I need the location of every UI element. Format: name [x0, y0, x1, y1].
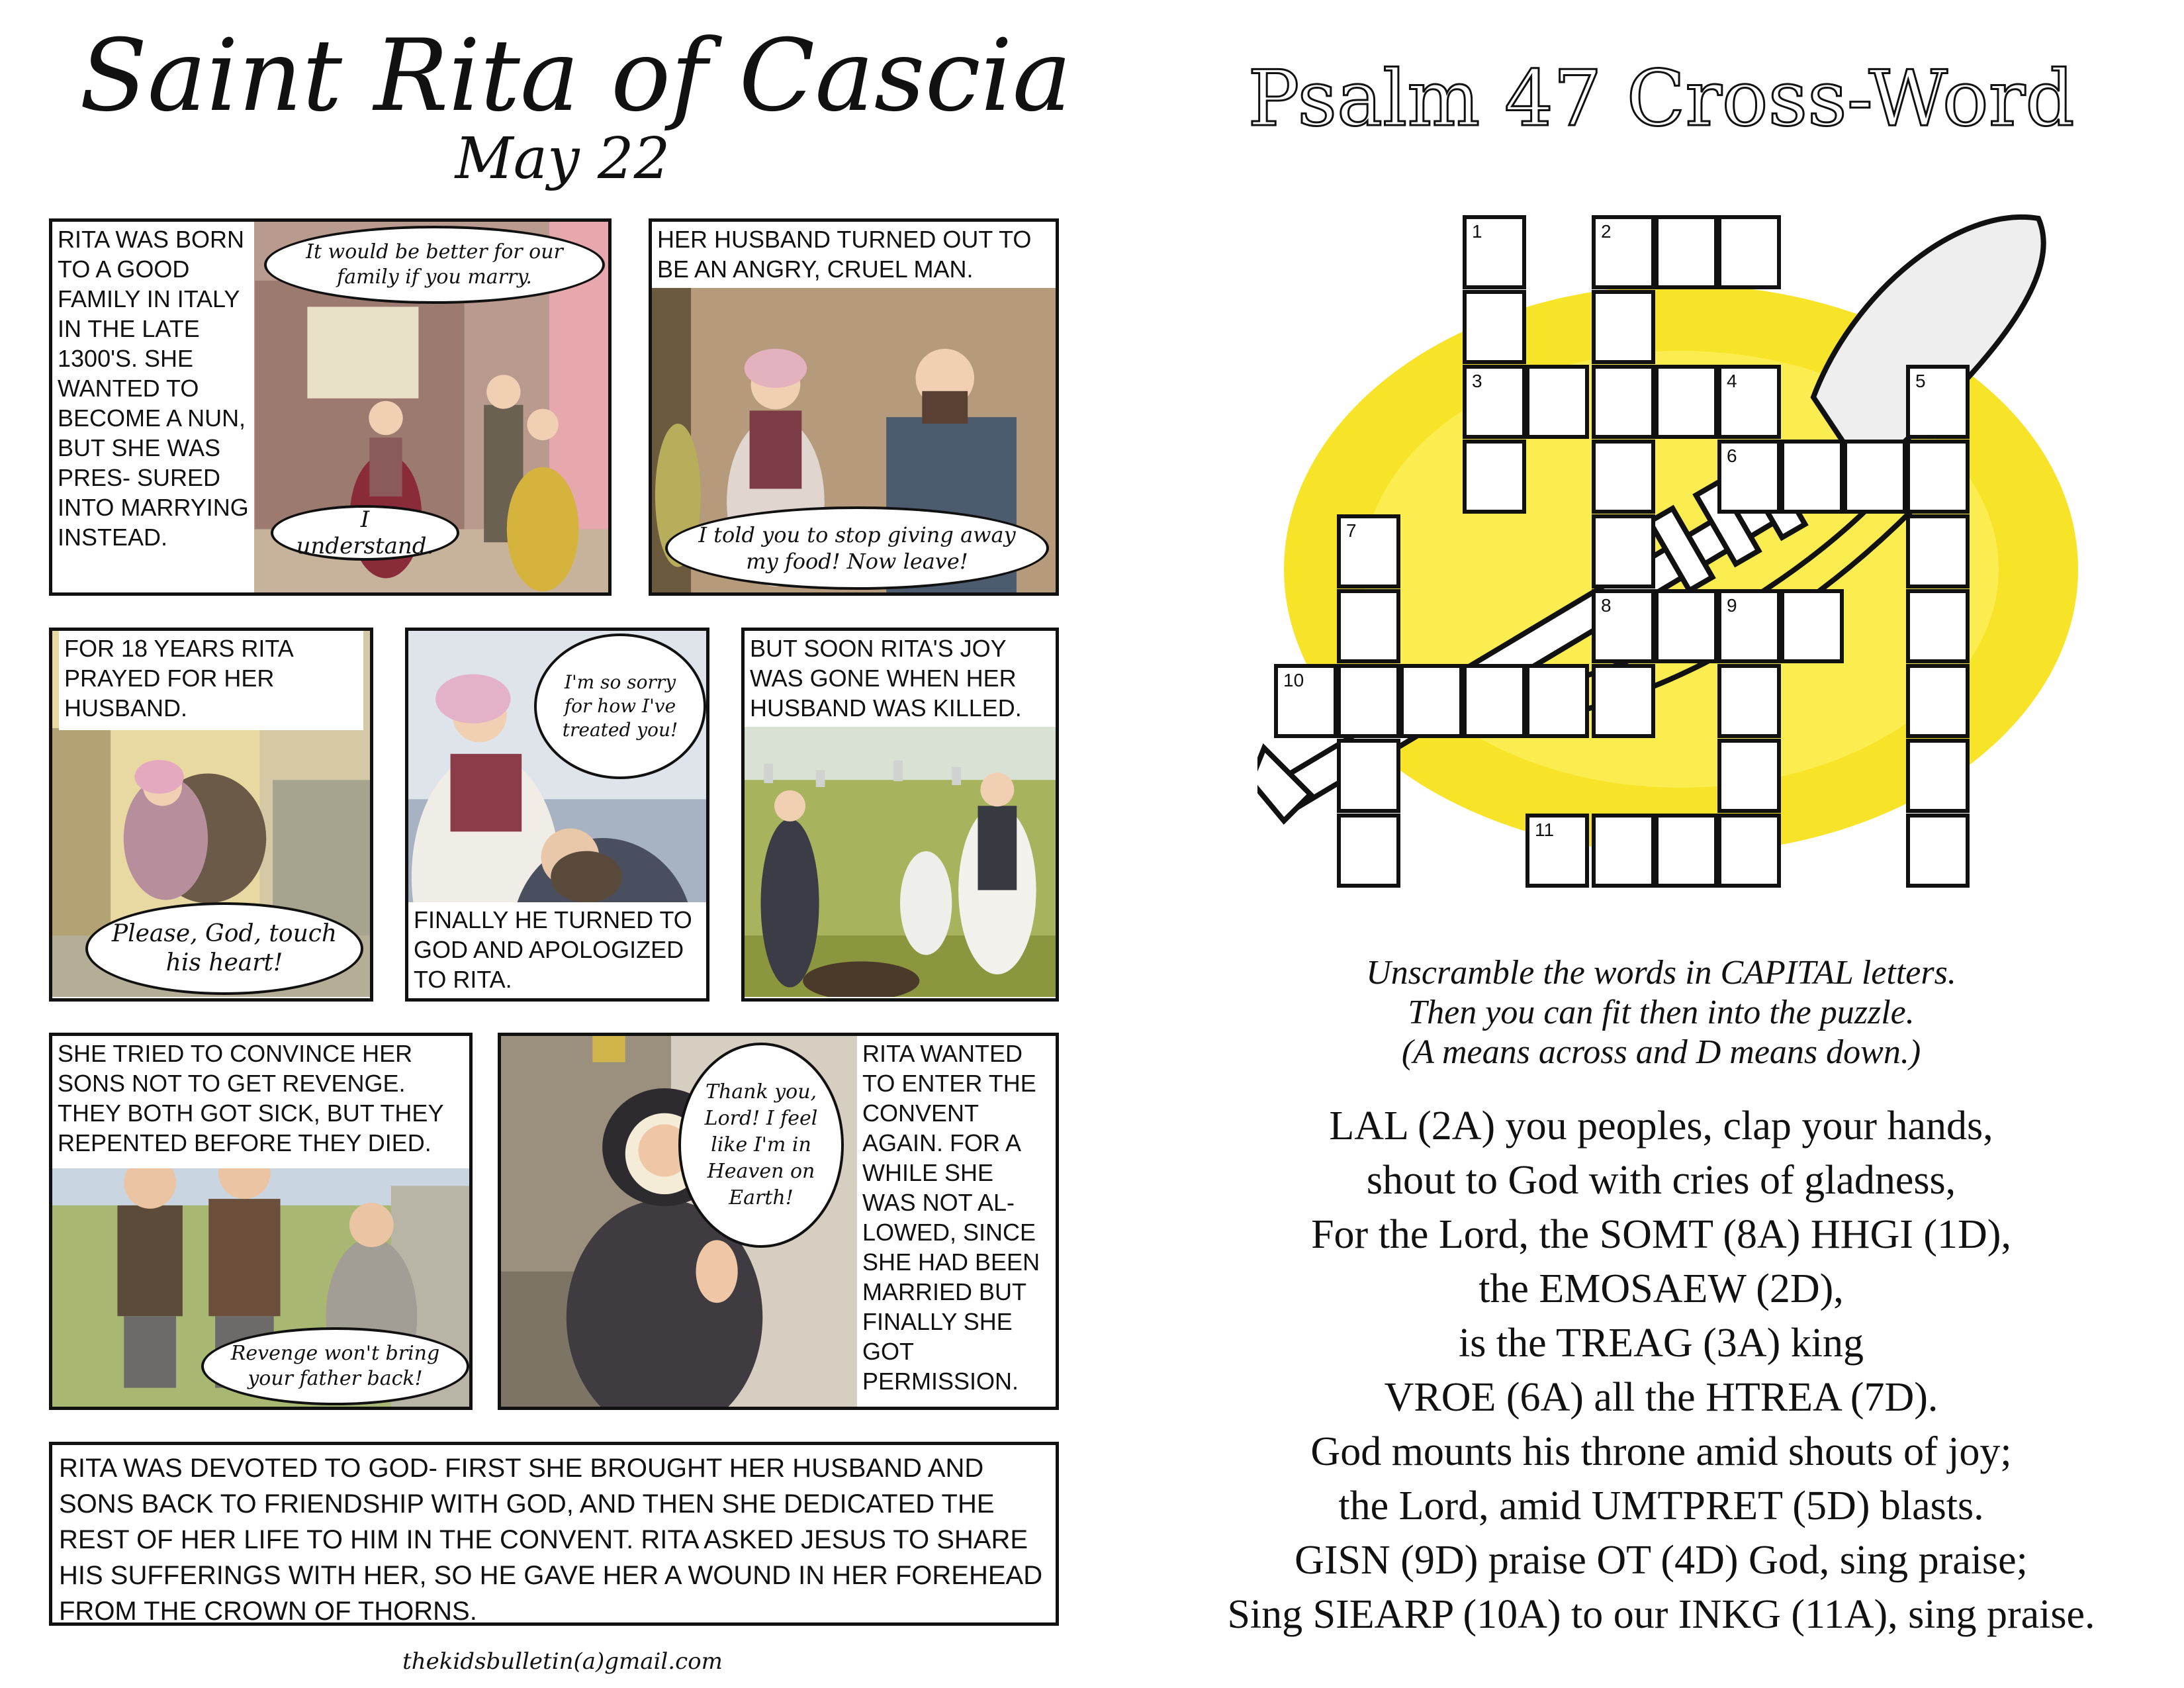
clue-number: 4: [1727, 371, 1737, 391]
psalm-line: God mounts his throne amid shouts of joy;: [1310, 1429, 2012, 1474]
panel-2-speech-bubble: I told you to stop giving away my food! Now leave!: [665, 506, 1049, 590]
panel-4-caption: FINALLY HE TURNED TO GOD AND APOLOGIZED TO RITA.: [408, 902, 706, 998]
comic-panel-7: [498, 1033, 1059, 1410]
comic-panel-1: [49, 218, 612, 596]
panel-3-thought-bubble: Please, God, touch his heart!: [85, 902, 363, 995]
feast-date: May 22: [455, 126, 670, 192]
crossword-instructions: [1165, 953, 2158, 1072]
clue-number: 11: [1535, 820, 1555, 840]
panel-7-speech-bubble: Thank you, Lord! I feel like I'm in Heaven on Earth!: [678, 1043, 844, 1248]
clue-number: 6: [1727, 445, 1737, 466]
clue-number: 5: [1915, 371, 1926, 391]
psalm-line: shout to God with cries of gladness,: [1366, 1158, 1956, 1203]
panel-3-caption: FOR 18 YEARS RITA PRAYED FOR HER HUSBAND.: [59, 631, 363, 730]
crossword-title: Psalm 47 Cross-Word: [1248, 54, 2075, 144]
clue-number: 9: [1727, 595, 1737, 616]
panel-4-speech-bubble: I'm so sorry for how I've treated you!: [534, 633, 706, 779]
panel-6-speech-bubble: Revenge won't bring your father back!: [201, 1327, 469, 1405]
comic-panel-5: [741, 628, 1059, 1002]
trumpet-illustration: [1257, 199, 2091, 900]
clue-number: 3: [1472, 371, 1482, 391]
psalm-line: is the TREAG (3A) king: [1459, 1321, 1864, 1366]
page-title: Saint Rita of Cascia: [79, 19, 1072, 134]
psalm-line: GISN (9D) praise OT (4D) God, sing praise;: [1295, 1538, 2028, 1583]
clue-number: 1: [1472, 221, 1482, 242]
contact-email: thekidsbulletin(a)gmail.com: [402, 1648, 723, 1675]
comic-panel-8: [49, 1442, 1059, 1626]
panel-1-caption: RITA WAS BORN TO A GOOD FAMILY IN ITALY IN THE LATE 1300'S. SHE WANTED TO BECOME A NUN, BUT SHE WAS PRES- SURED INTO MARRYING INSTEAD.: [52, 222, 254, 592]
instruction-line: Then you can fit then into the puzzle.: [1408, 994, 1915, 1031]
panel-6-caption: SHE TRIED TO CONVINCE HER SONS NOT TO GET REVENGE. THEY BOTH GOT SICK, BUT THEY REPENTED BEFORE THEY DIED.: [52, 1036, 469, 1168]
psalm-line: Sing SIEARP (10A) to our INKG (11A), sing praise.: [1227, 1592, 2095, 1637]
panel-5-caption: BUT SOON RITA'S JOY WAS GONE WHEN HER HUSBAND WAS KILLED.: [745, 631, 1056, 727]
psalm-line: the EMOSAEW (2D),: [1479, 1266, 1844, 1311]
panel-8-caption: RITA WAS DEVOTED TO GOD- FIRST SHE BROUGHT HER HUSBAND AND SONS BACK TO FRIENDSHIP WITH GOD, AND THEN SHE DEDICATED THE REST OF HER LIFE TO HIM IN THE CONVENT. RITA ASKED JESUS TO SHARE HIS SUFFERINGS WITH HER, SO HE GAVE HER A WOUND IN HER FOREHEAD FROM THE CROWN OF THORNS.: [52, 1446, 1056, 1622]
panel-7-caption: RITA WANTED TO ENTER THE CONVENT AGAIN. FOR A WHILE SHE WAS NOT AL- LOWED, SINCE SHE HAD BEEN MARRIED BUT FINALLY SHE GOT PERMISSION.: [857, 1036, 1056, 1407]
comic-panel-2: [649, 218, 1059, 596]
psalm-text: [1165, 1099, 2158, 1642]
panel-1-speech-bubble-rita: I understand.: [271, 505, 459, 561]
panel-1-speech-bubble-parent: It would be better for our family if you marry.: [264, 226, 605, 304]
psalm-line: VROE (6A) all the HTREA (7D).: [1384, 1375, 1938, 1420]
psalm-line: LAL (2A) you peoples, clap your hands,: [1329, 1103, 1993, 1149]
instruction-line: Unscramble the words in CAPITAL letters.: [1366, 954, 1956, 992]
clue-number: 8: [1601, 595, 1612, 616]
psalm-line: For the Lord, the SOMT (8A) HHGI (1D),: [1311, 1212, 2011, 1257]
clue-number: 2: [1601, 221, 1612, 242]
instruction-line: (A means across and D means down.): [1401, 1033, 1921, 1071]
comic-panel-6: [49, 1033, 473, 1410]
psalm-line: the Lord, amid UMTPRET (5D) blasts.: [1338, 1483, 1984, 1528]
comic-panel-4: [405, 628, 709, 1002]
panel-2-caption: HER HUSBAND TURNED OUT TO BE AN ANGRY, CRUEL MAN.: [652, 222, 1056, 288]
clue-number: 7: [1346, 520, 1357, 541]
comic-panel-3: [49, 628, 373, 1002]
clue-number: 10: [1283, 670, 1304, 690]
